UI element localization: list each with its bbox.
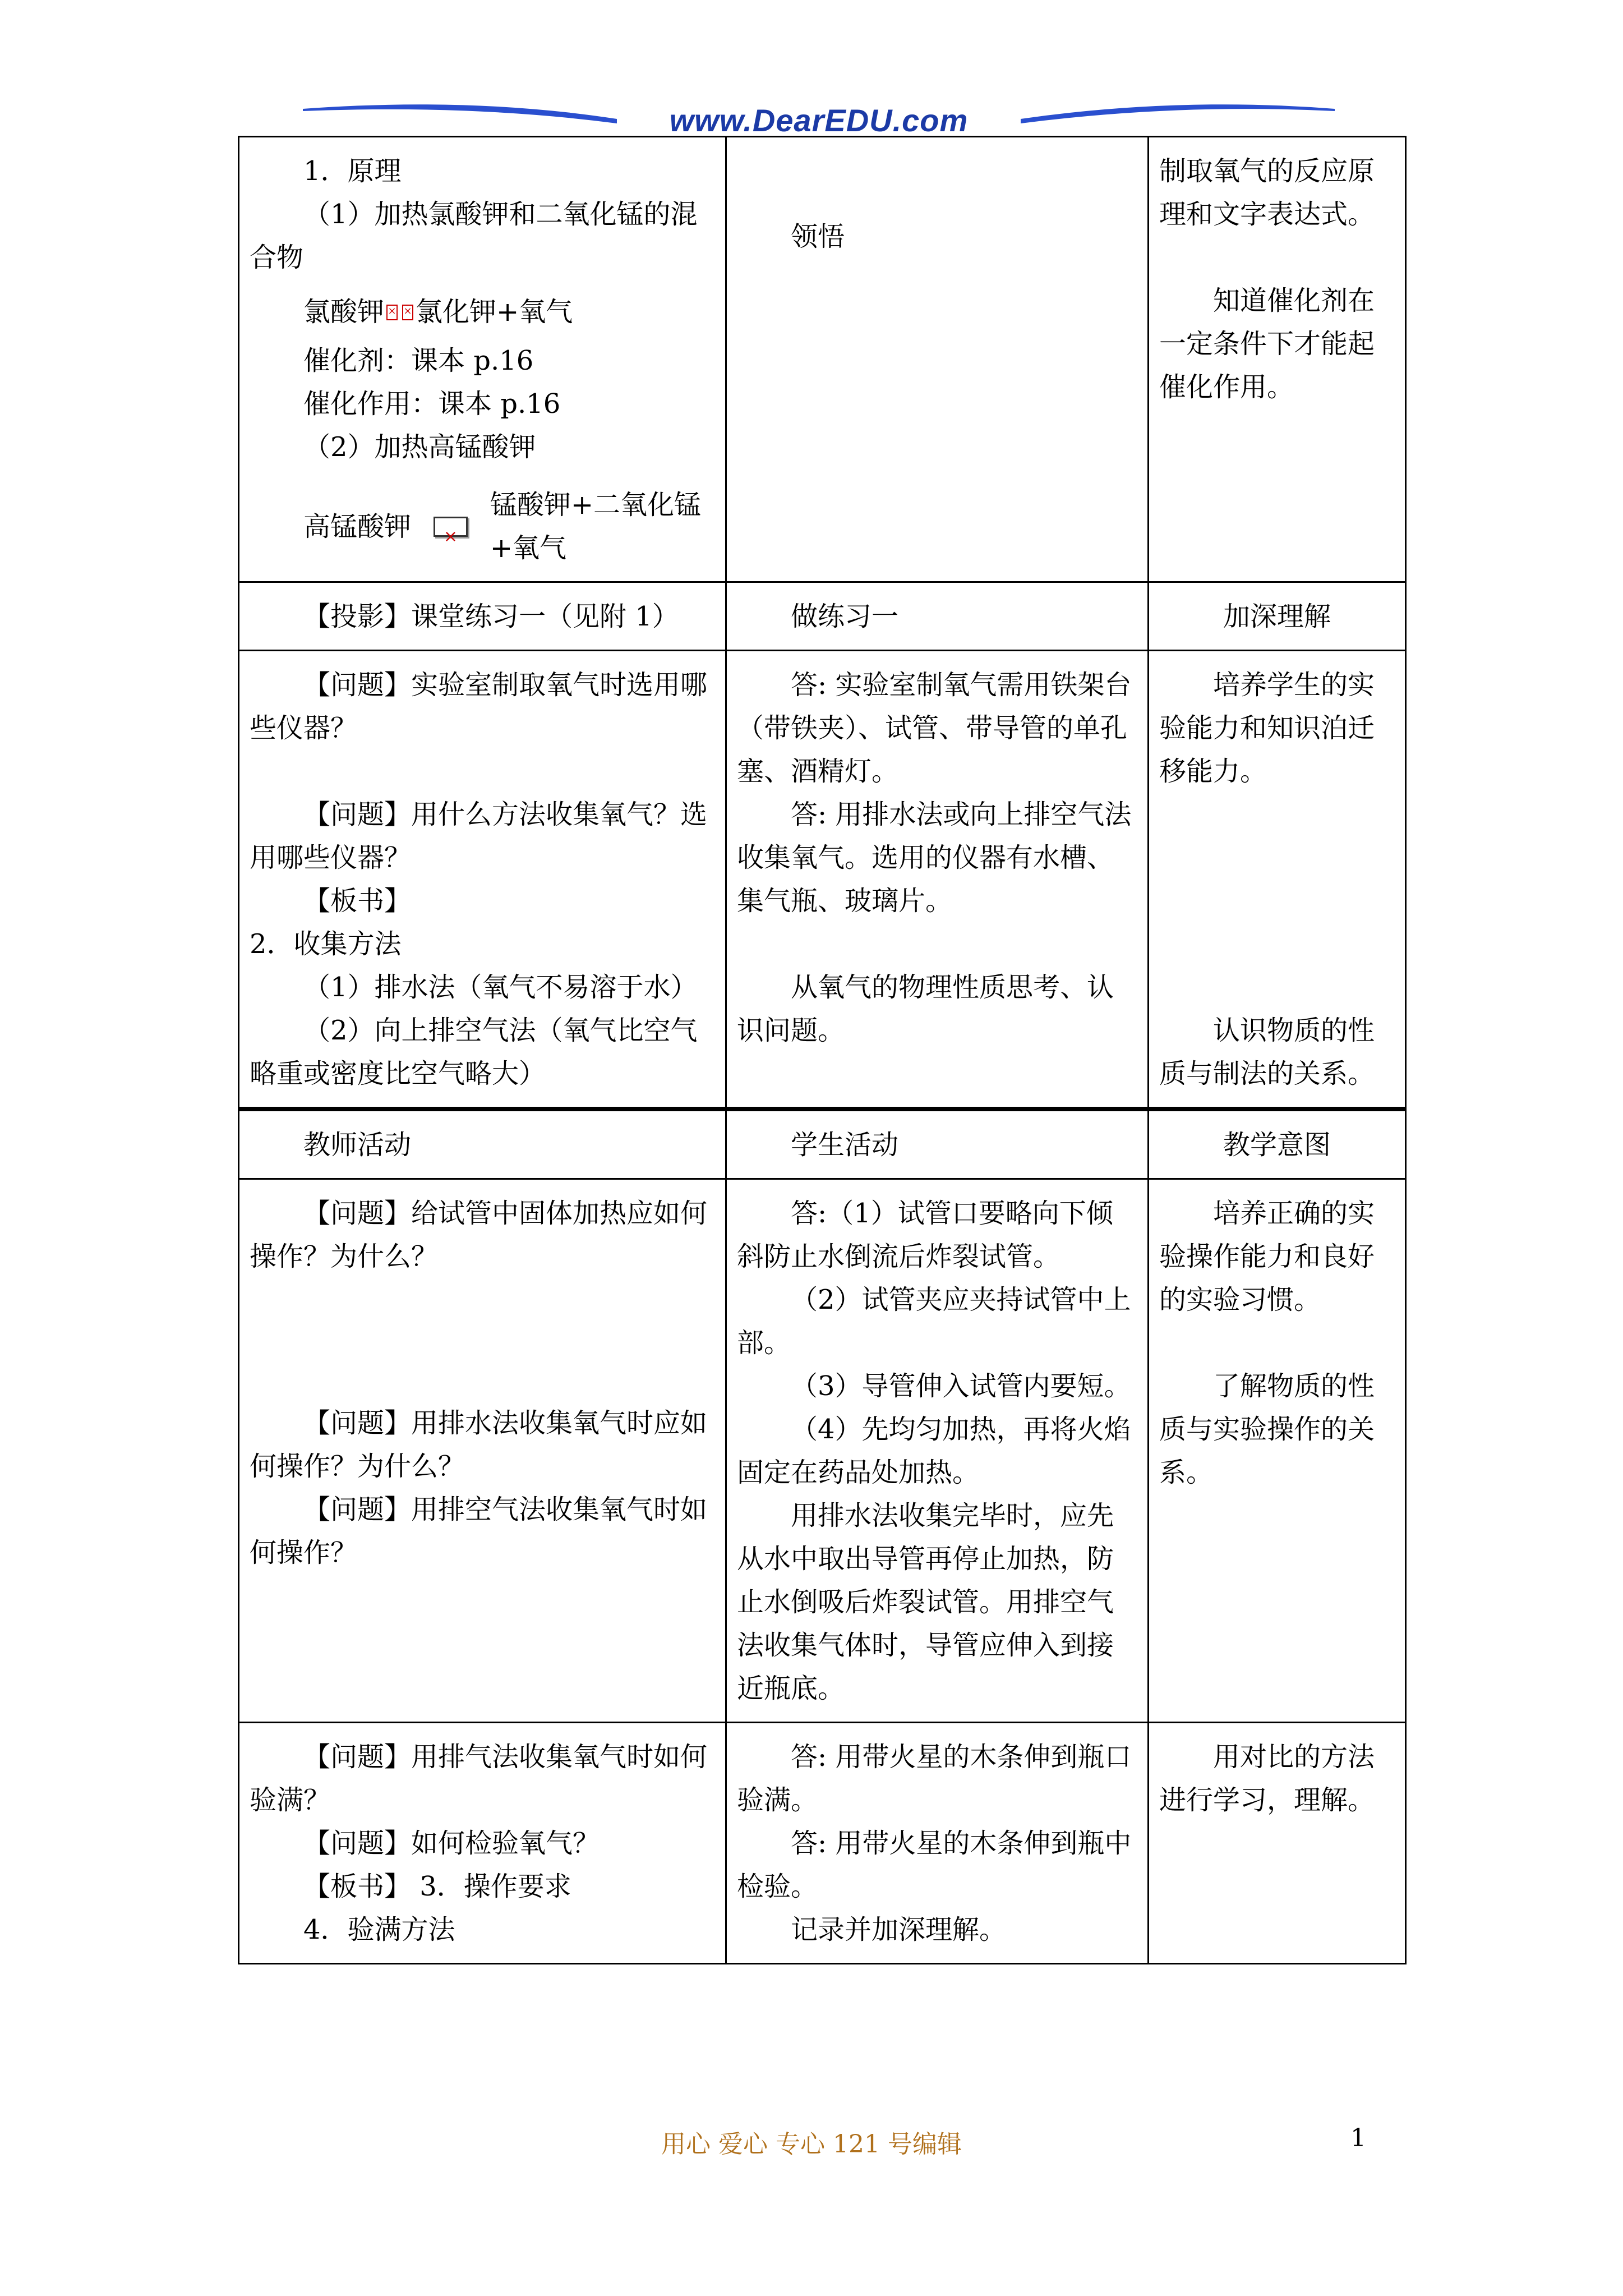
text-line: 【板书】	[303, 885, 412, 917]
text-line: 催化作用：课本 p.16	[303, 388, 561, 420]
text-line: （1）排水法（氧气不易溶于水）	[303, 972, 698, 1003]
student-cell	[726, 651, 1149, 1110]
intent-cell	[1149, 651, 1406, 1110]
teacher-cell	[239, 1723, 726, 1964]
intent-header	[1149, 1109, 1406, 1179]
text-line: 知道催化剂在一定条件下才能起催化作用。	[1159, 285, 1375, 403]
column-header: 教师活动	[303, 1129, 412, 1161]
text-line: （2）加热高锰酸钾	[303, 431, 536, 463]
column-header: 教学意图	[1223, 1129, 1331, 1161]
table-row	[239, 1179, 1406, 1723]
text-line: 用对比的方法进行学习，理解。	[1159, 1741, 1375, 1816]
table-row	[239, 137, 1406, 582]
page-number: 1	[1350, 2124, 1366, 2152]
table-row	[239, 651, 1406, 1110]
text-line: 加深理解	[1223, 601, 1331, 632]
reactant: 氯酸钾	[303, 296, 385, 328]
text-line: 答: 用带火星的木条伸到瓶中检验。	[737, 1828, 1132, 1902]
text-line: 答: 用带火星的木条伸到瓶口验满。	[737, 1741, 1132, 1816]
teacher-header	[239, 1109, 726, 1179]
broken-image-icon: ×	[402, 305, 413, 320]
text-line: 【投影】课堂练习一（见附 1）	[303, 601, 679, 632]
text-line: 做练习一	[791, 601, 899, 632]
text-line: （2）试管夹应夹持试管中上部。	[737, 1284, 1131, 1359]
text-line: 【问题】给试管中固体加热应如何操作？为什么？	[250, 1198, 708, 1272]
formula-line	[250, 291, 715, 334]
student-cell	[726, 1179, 1149, 1723]
footer-text: 用心 爱心 专心 121 号编辑	[661, 2130, 962, 2159]
text-line: 从氧气的物理性质思考、认识问题。	[737, 972, 1114, 1046]
teacher-cell	[239, 651, 726, 1110]
text-line: （3）导管伸入试管内要短。	[791, 1370, 1131, 1402]
student-cell	[726, 582, 1149, 651]
text-line: 制取氧气的反应原理和文字表达式。	[1159, 155, 1375, 230]
text-line: 【问题】用排气法收集氧气时如何验满？	[250, 1741, 708, 1816]
text-line: 【问题】实验室制取氧气时选用哪些仪器？	[250, 669, 708, 744]
student-header	[726, 1109, 1149, 1179]
text-line: 用排水法收集完毕时，应先从水中取出导管再停止加热，防止水倒吸后炸裂试管。用排空气法收集气体时，导管应伸入到接近瓶底。	[737, 1500, 1114, 1704]
banner-url[interactable]: www.DearEDU.com	[669, 103, 969, 138]
text-line: （4）先均匀加热，再将火焰固定在药品处加热。	[737, 1414, 1131, 1488]
broken-image-icon: ×	[386, 305, 398, 320]
product: 锰酸钾+二氧化锰+氧气	[490, 489, 702, 564]
table-header-row	[239, 1109, 1406, 1179]
text-line: 培养学生的实验能力和知识泊迁移能力。	[1159, 669, 1375, 787]
text-line: 4．验满方法	[303, 1914, 455, 1945]
text-line: 认识物质的性质与制法的关系。	[1159, 1015, 1375, 1089]
text-line: 【问题】如何检验氧气？	[303, 1828, 600, 1859]
text-line: 【问题】用排空气法收集氧气时如何操作？	[250, 1494, 708, 1568]
text-line: 答: 实验室制氧气需用铁架台（带铁夹）、试管、带导管的单孔塞、酒精灯。	[737, 669, 1132, 787]
student-cell	[726, 137, 1149, 582]
column-header: 学生活动	[791, 1129, 899, 1161]
product: 氯化钾+氧气	[416, 296, 573, 328]
text-line: 答: 用排水法或向上排空气法收集氧气。选用的仪器有水槽、集气瓶、玻璃片。	[737, 799, 1132, 917]
text-line: 【问题】用排水法收集氧气时应如何操作？为什么？	[250, 1407, 708, 1482]
text-line: 催化剂：课本 p.16	[303, 345, 534, 376]
student-cell	[726, 1723, 1149, 1964]
teacher-cell	[239, 582, 726, 651]
lesson-table	[238, 136, 1407, 1964]
intent-cell	[1149, 1723, 1406, 1964]
teacher-cell	[239, 1179, 726, 1723]
text-line: 2．收集方法	[250, 928, 402, 960]
table-row	[239, 582, 1406, 651]
reaction-arrow-icon: ×	[434, 517, 468, 537]
teacher-cell	[239, 137, 726, 582]
text-line: 了解物质的性质与实验操作的关系。	[1159, 1370, 1375, 1488]
text-line: （1）加热氯酸钾和二氧化锰的混合物	[250, 199, 698, 273]
text-line: 答:（1）试管口要略向下倾斜防止水倒流后炸裂试管。	[737, 1198, 1113, 1272]
text-line: 1．原理	[303, 155, 402, 187]
formula-line	[250, 484, 715, 570]
text-line: 记录并加深理解。	[791, 1914, 1007, 1945]
text-line: 【问题】用什么方法收集氧气？选用哪些仪器？	[250, 799, 708, 873]
text-line: （2）向上排空气法（氧气比空气略重或密度比空气略大）	[250, 1015, 698, 1089]
intent-cell	[1149, 1179, 1406, 1723]
reactant: 高锰酸钾	[303, 510, 412, 542]
intent-cell	[1149, 137, 1406, 582]
intent-cell	[1149, 582, 1406, 651]
text-line: 领悟	[791, 221, 845, 252]
table-row	[239, 1723, 1406, 1964]
text-line: 【板书】 3．操作要求	[303, 1871, 571, 1902]
text-line: 培养正确的实验操作能力和良好的实验习惯。	[1159, 1198, 1375, 1315]
